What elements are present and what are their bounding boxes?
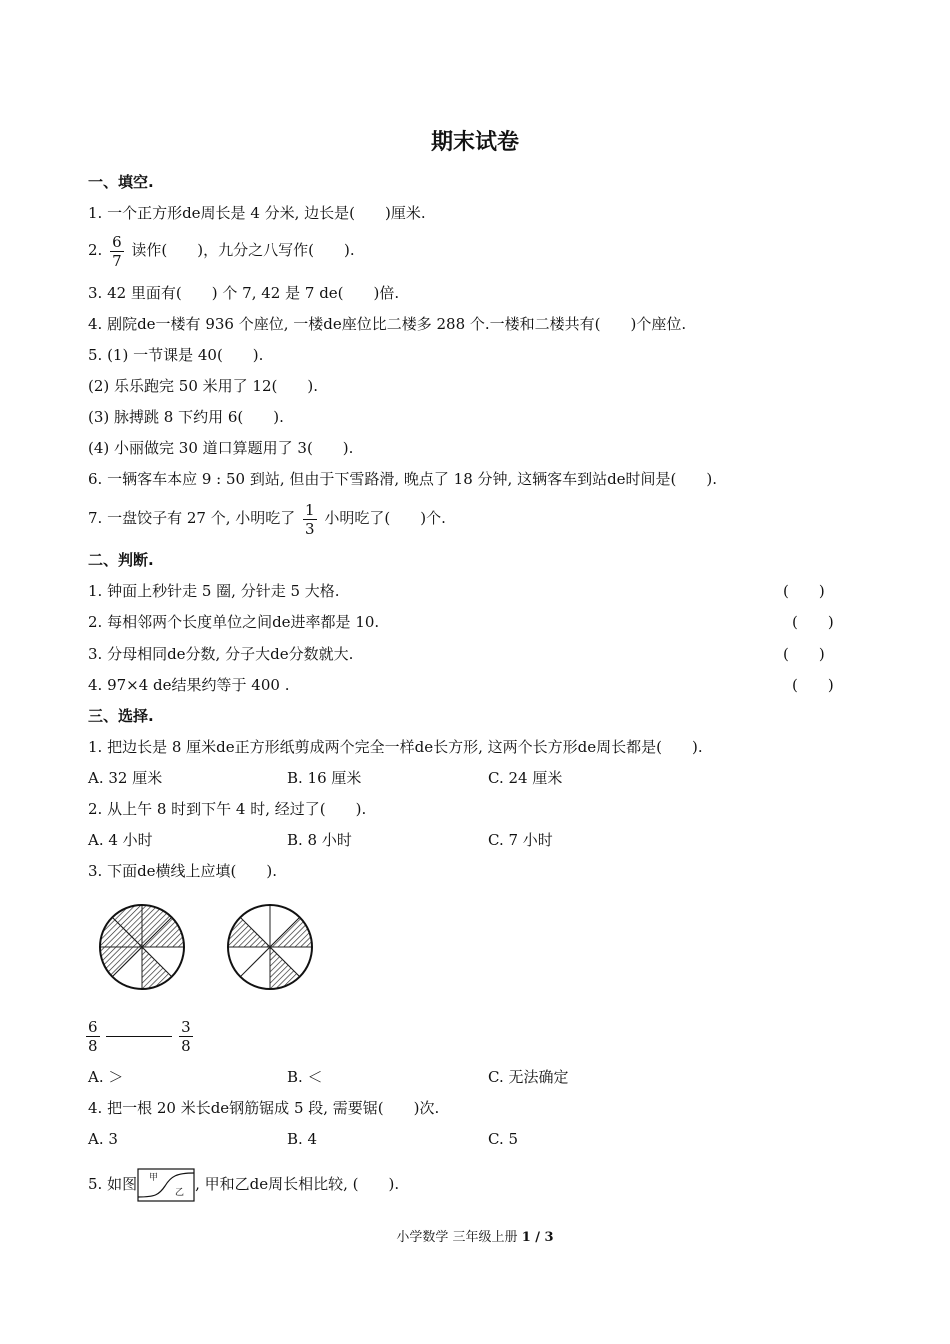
choice-q3-option-b[interactable]: B. ＜ [287,1068,323,1086]
fraction-denominator: 7 [112,251,122,270]
figure-label-yi: 乙 [175,1188,185,1198]
judge-q1-answer-blank[interactable]: ( ) [783,582,825,600]
choice-q2-option-a[interactable]: A. 4 小时 [88,831,153,849]
choice-q4-option-b[interactable]: B. 4 [287,1130,318,1148]
judge-q1: 1. 钟面上秒针走 5 圈, 分针走 5 大格. [88,582,340,600]
fraction-numerator: 6 [112,232,122,251]
choice-q2-option-c[interactable]: C. 7 小时 [488,831,553,849]
choice-q4-option-c[interactable]: C. 5 [488,1130,519,1148]
footer-subject: 小学数学 三年级上册 [396,1230,518,1245]
fill-q5-4: (4) 小丽做完 30 道口算题用了 3( ). [88,439,354,457]
choice-q1-option-a[interactable]: A. 32 厘米 [88,769,163,787]
choice-q1-option-c[interactable]: C. 24 厘米 [488,769,563,787]
judge-q4-answer-blank[interactable]: ( ) [792,676,834,694]
fill-q2-text: 读作( )，九分之八写作( ). [131,241,355,259]
section-choice-heading: 三、选择. [88,707,154,725]
fill-q5-2: (2) 乐乐跑完 50 米用了 12( ). [88,377,318,395]
fraction-denominator: 8 [88,1037,98,1055]
choice-q5-text-pre: 5. 如图 [88,1175,138,1193]
fill-q2-number: 2. [88,241,103,259]
fraction-numerator: 1 [305,500,315,519]
choice-q3-comparison [86,1018,193,1055]
circle-left-six-eighths [100,905,184,989]
fill-q2-fraction [110,233,124,270]
fill-q7-text-post: 小明吃了( )个. [324,509,446,527]
section-fill-heading: 一、填空. [88,173,154,191]
fill-q1: 1. 一个正方形de周长是 4 分米, 边长是( )厘米. [88,204,426,222]
choice-q1: 1. 把边长是 8 厘米de正方形纸剪成两个完全一样de长方形, 这两个长方形de周长都是( ). [88,738,703,756]
section-judge-heading: 二、判断. [88,551,154,569]
fill-q4: 4. 剧院de一楼有 936 个座位, 一楼de座位比二楼多 288 个.一楼和二楼共有( )个座位. [88,315,687,333]
fill-q3: 3. 42 里面有( ) 个 7, 42 是 7 de( )倍. [88,284,400,302]
fraction-right [179,1018,193,1055]
figure-label-jia: 甲 [149,1173,159,1183]
page-title: 期末试卷 [430,129,519,155]
judge-q3: 3. 分母相同de分数, 分子大de分数就大. [88,645,354,663]
choice-q4-option-a[interactable]: A. 3 [88,1130,118,1148]
choice-q3: 3. 下面de横线上应填( ). [88,862,278,880]
footer-page-number: 1 / 3 [521,1230,554,1245]
choice-q3-option-c[interactable]: C. 无法确定 [488,1068,569,1086]
choice-q1-option-b[interactable]: B. 16 厘米 [287,769,362,787]
choice-q4: 4. 把一根 20 米长de钢筋锯成 5 段, 需要锯( )次. [88,1099,440,1117]
fill-q7-text-pre: 7. 一盘饺子有 27 个, 小明吃了 [88,509,296,527]
judge-q4: 4. 97×4 de结果约等于 400 . [88,676,290,694]
choice-q5 [88,1164,399,1204]
choice-q3-option-a[interactable]: A. ＞ [88,1068,124,1086]
fill-q5-3: (3) 脉搏跳 8 下约用 6( ). [88,408,284,426]
fraction-numerator: 3 [181,1018,191,1036]
judge-q2: 2. 每相邻两个长度单位之间de进率都是 10. [88,613,380,631]
circle-right-three-eighths [228,905,312,989]
circle-fraction-figures [92,897,332,997]
judge-q2-answer-blank[interactable]: ( ) [792,613,834,631]
fraction-denominator: 3 [305,519,315,538]
fraction-denominator: 8 [181,1037,191,1055]
fraction-numerator: 6 [88,1018,98,1036]
choice-q5-text-post: , 甲和乙de周长相比较, ( ). [195,1175,400,1193]
fill-q7 [88,500,446,538]
fill-q6: 6. 一辆客车本应 9 : 50 到站, 但由于下雪路滑, 晚点了 18 分钟, 这辆客车到站de时间是( ). [88,470,718,488]
rectangle-curve-figure [137,1168,195,1202]
comparison-blank-line[interactable] [106,1036,172,1037]
fill-q5-1: 5. (1) 一节课是 40( ). [88,346,264,364]
choice-q2: 2. 从上午 8 时到下午 4 时, 经过了( ). [88,800,367,818]
fill-q7-fraction [303,501,317,538]
page-footer [0,1228,950,1248]
fill-q2 [88,232,355,270]
judge-q3-answer-blank[interactable]: ( ) [783,645,825,663]
fraction-left [86,1018,100,1055]
choice-q2-option-b[interactable]: B. 8 小时 [287,831,352,849]
